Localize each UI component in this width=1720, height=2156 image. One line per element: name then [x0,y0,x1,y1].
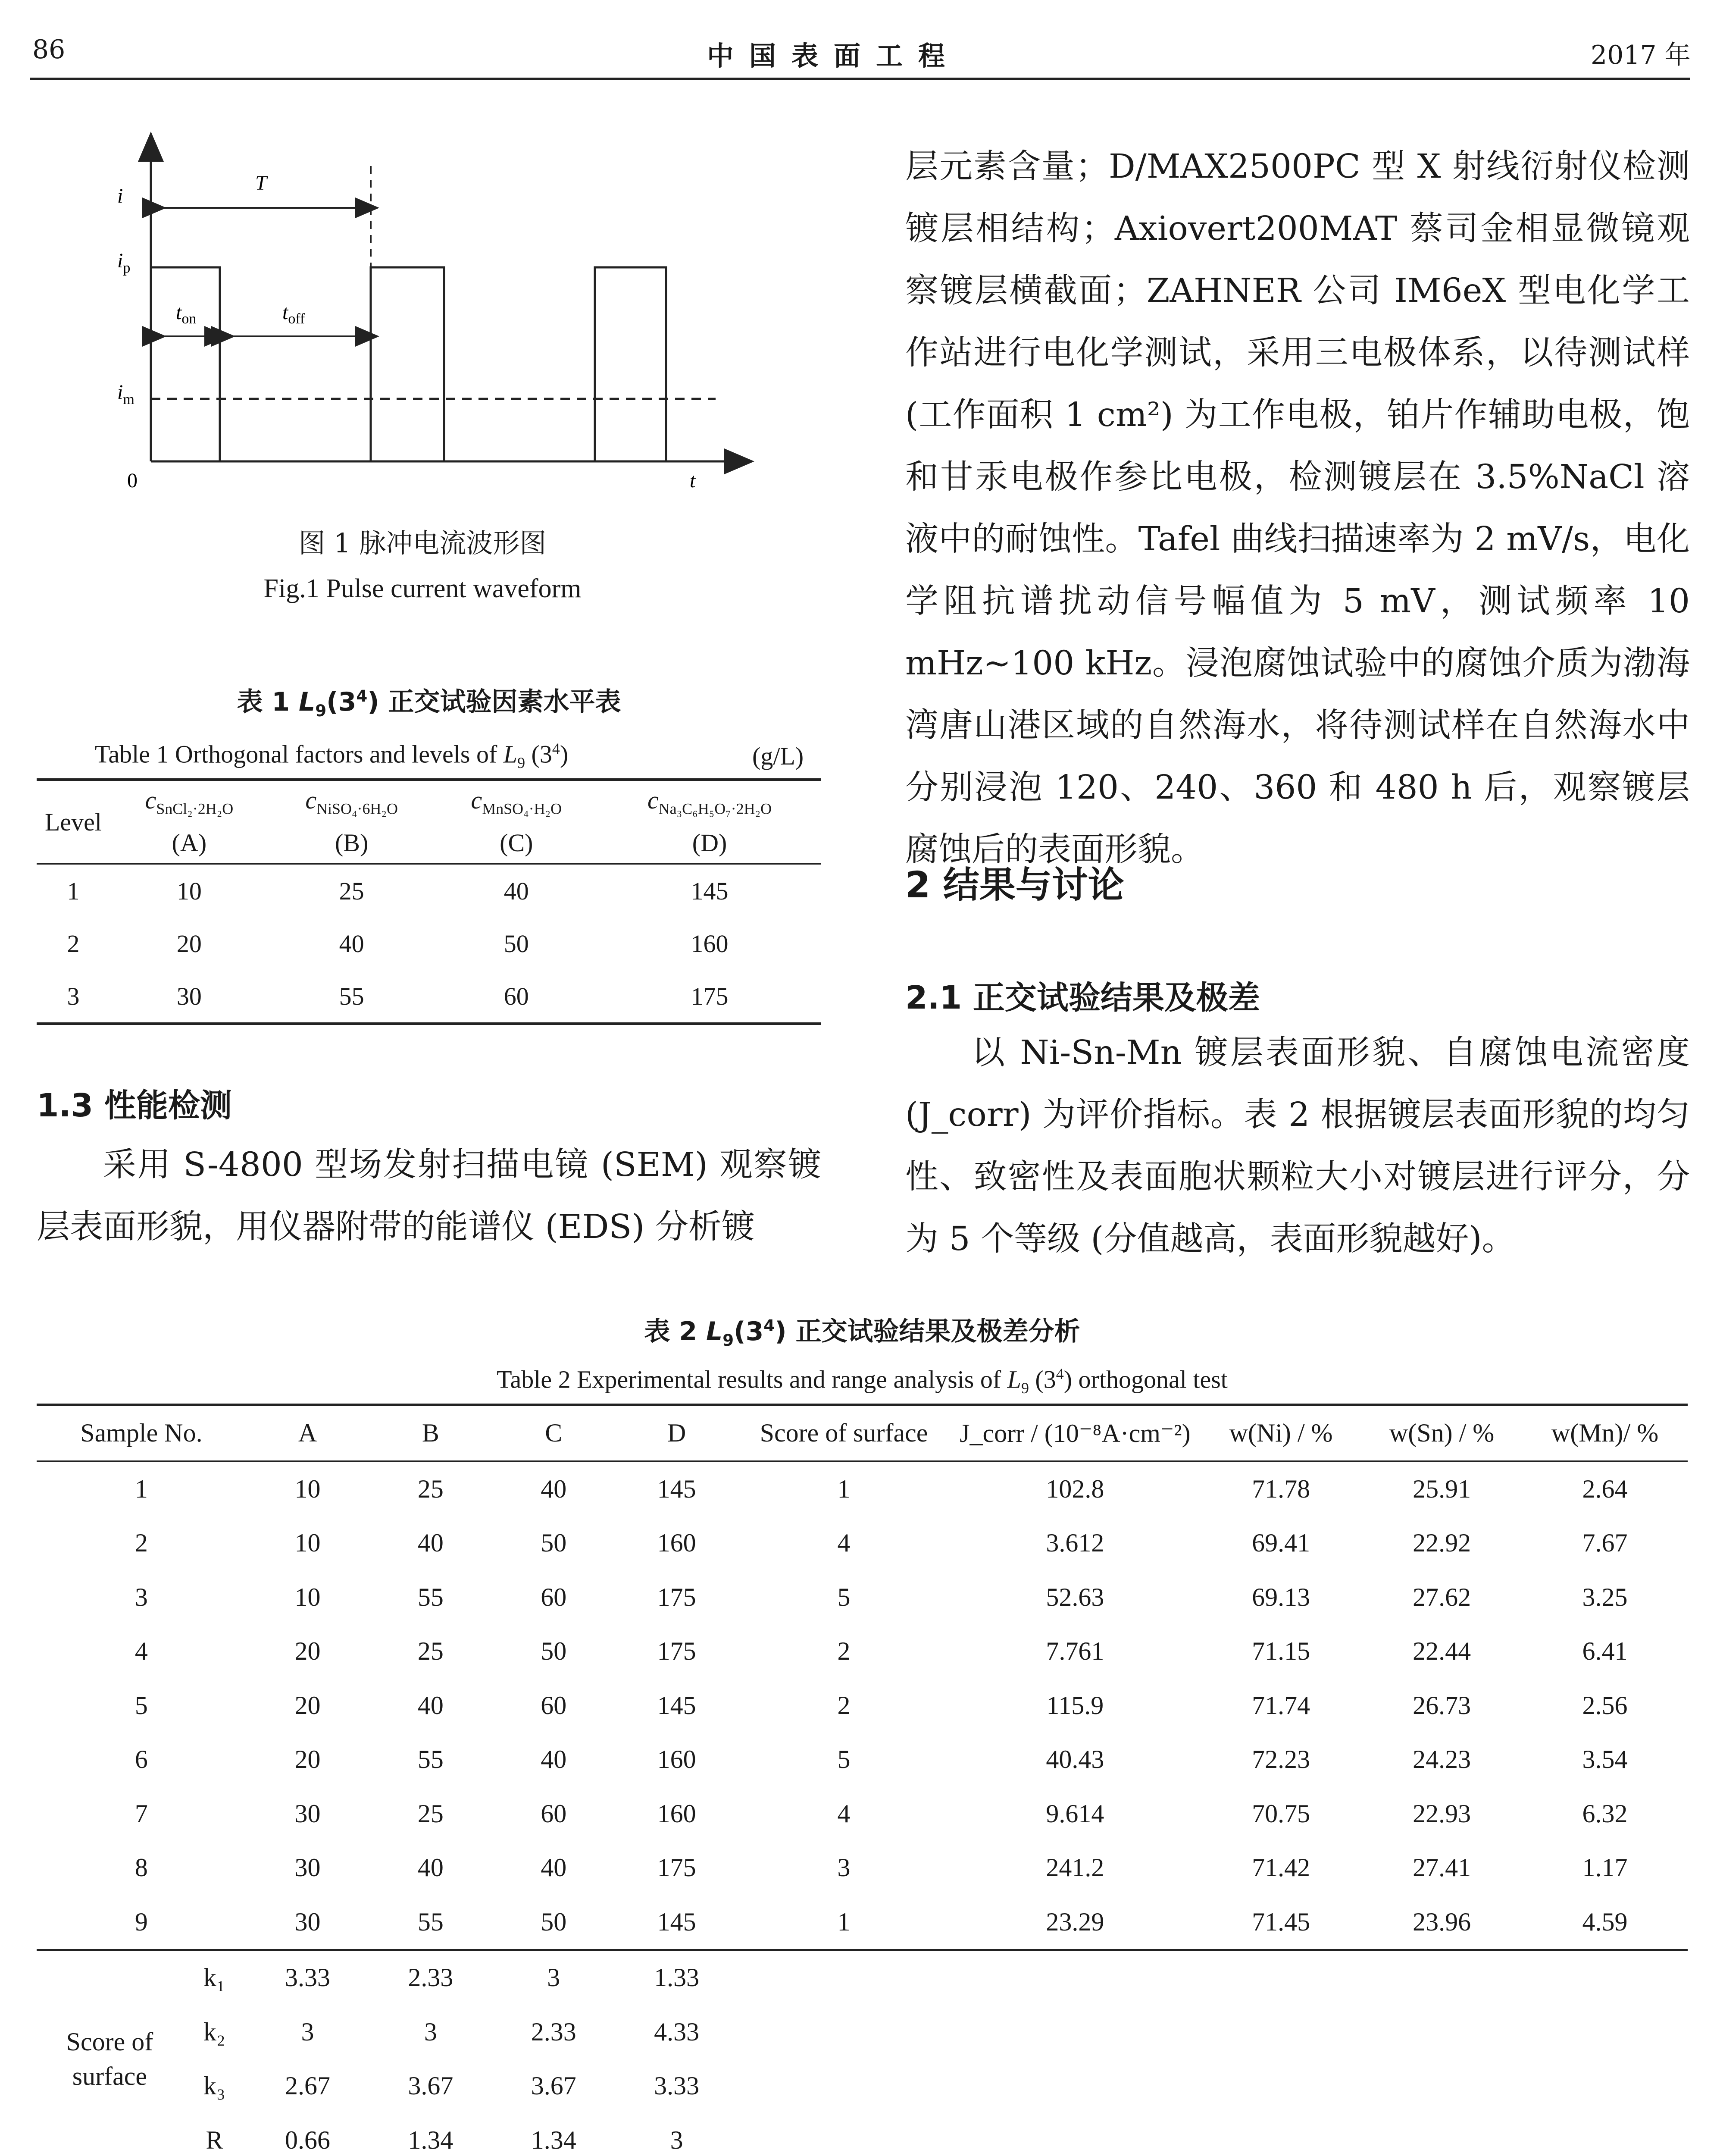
table1-row: 2 20 40 50 160 [67,929,729,958]
table2-cell: 7.761 [1046,1637,1104,1666]
table2-cell: 1.34 [531,2125,576,2154]
table2-cell: 23.96 [1413,1907,1471,1936]
table2-cell: 25 [417,1474,444,1503]
pulse-1 [151,267,220,461]
table2-cell: 10 [294,1583,321,1611]
pulse-waveform-figure [86,129,759,517]
table2-empty-cell [1522,1950,1688,2005]
table2-cell: 4 [837,1799,851,1828]
table2-cell: 145 [657,1474,696,1503]
table2-cell: 160 [657,1529,696,1557]
table2-cell: 22.92 [1413,1529,1471,1557]
table2-cell: 2.33 [408,1963,453,1992]
table2-cell: 30 [294,1907,321,1936]
table2-cell: 40 [417,1853,444,1882]
section-1-3-heading: 1.3 性能检测 [37,1087,232,1124]
table1-col-a: $c_{SnCl_2\cdot 2H_2O}$ [145,786,234,818]
table2-header-b: B [422,1419,439,1448]
table2-empty-cell [1201,1950,1361,2005]
label-i: i [117,185,123,207]
table2-cell: 25 [417,1799,444,1828]
table2-empty-cell [738,2113,949,2156]
table2-empty-cell [1201,2113,1361,2156]
label-im: $i_m$ [117,381,134,407]
table2-cell: 160 [657,1745,696,1774]
table2-cell: 71.45 [1252,1907,1310,1936]
table2-header-c: C [545,1419,563,1448]
table1-code-d: (D) [692,829,727,857]
journal-title: 中国表面工程 [707,40,961,72]
table2-cell: 241.2 [1046,1853,1104,1882]
table2-cell: 3 [301,2017,314,2046]
table2-cell: 30 [294,1799,321,1828]
table2-cell: 71.15 [1252,1637,1310,1666]
table2-cell: 2.67 [285,2071,331,2100]
table2-cell: k₃ [203,2071,225,2100]
table2-cell: 60 [541,1583,567,1611]
table2-cell: 10 [294,1529,321,1557]
table2-group-label: Score of surface [66,2028,153,2090]
table2-cell: 72.23 [1252,1745,1310,1774]
table2-cell: 69.13 [1252,1583,1310,1611]
table2-cell: 69.41 [1252,1529,1310,1557]
table2-empty-cell [950,1950,1201,2005]
table2-cell: R [206,2125,223,2154]
table2-row [37,1895,1688,1950]
table2-empty-cell [1361,2005,1522,2059]
table2-cell: 71.42 [1252,1853,1310,1882]
table2-cell: 40 [541,1474,567,1503]
table2-cell: 3.67 [531,2071,576,2100]
table2-cell: 60 [541,1799,567,1828]
label-ip: $i_p$ [117,249,131,276]
table2-cell: 25 [417,1637,444,1666]
table2-header-sample: Sample No. [80,1419,203,1448]
table2-empty-cell [1201,2059,1361,2113]
table2-row [37,1624,1688,1679]
table2-cell: 30 [294,1853,321,1882]
table2-cell: 2.33 [531,2017,576,2046]
label-origin: 0 [127,469,138,492]
table2-range-row [37,2005,1688,2059]
table2-row [37,1461,1688,1517]
table1 [37,778,821,1025]
table2-header-score: Score of surface [760,1419,928,1448]
table2-cell: 175 [657,1583,696,1611]
table2-cell: k₁ [203,1963,225,1992]
table1-unit: (g/L) [752,742,804,770]
table2 [37,1404,1688,2156]
table2-cell: 3.33 [285,1963,331,1992]
table2-cell: 1 [837,1907,851,1936]
table2-cell: 3 [424,2017,437,2046]
table2-cell: 3 [837,1853,851,1882]
table2-range-row [37,2059,1688,2113]
label-t: t [690,469,696,492]
year: 2017 年 [1591,40,1691,70]
table2-empty-cell [1522,2005,1688,2059]
table1-code-c: (C) [500,829,533,857]
label-T: T [255,172,267,194]
table2-empty-cell [1361,2059,1522,2113]
table2-empty-cell [1522,2113,1688,2156]
table2-cell: 40 [541,1745,567,1774]
table2-row [37,1516,1688,1570]
table2-empty-cell [738,1950,949,2005]
table2-cell: 2.56 [1582,1691,1628,1720]
table2-cell: k₂ [203,2017,225,2046]
table2-title-cn: 表 2 $L_9(3^4)$ 正交试验结果及极差分析 [644,1316,1080,1350]
table2-row [37,1733,1688,1787]
section-2-1-heading: 2.1 正交试验结果及极差 [905,979,1260,1016]
table2-cell: 7 [134,1799,148,1828]
figure1-caption-en: Fig.1 Pulse current waveform [263,574,582,603]
table2-cell: 8 [134,1853,148,1882]
table2-header-ni: w(Ni) / % [1229,1419,1333,1448]
table2-cell: 55 [417,1583,444,1611]
table2-cell: 1.34 [408,2125,453,2154]
table2-cell: 10 [294,1474,321,1503]
table2-empty-cell [738,2005,949,2059]
table2-cell: 50 [541,1529,567,1557]
page-number: 86 [32,34,66,65]
table2-cell: 3 [670,2125,683,2154]
table1-code-a: (A) [172,829,207,857]
section-1-3-text: 采用 S-4800 型场发射扫描电镜 (SEM) 观察镀层表面形貌，用仪器附带的能谱仪 (EDS) 分析镀 [37,1146,821,1246]
table2-cell: 22.44 [1413,1637,1471,1666]
table2-header-sn: w(Sn) / % [1389,1419,1495,1448]
table2-cell: 175 [657,1637,696,1666]
table2-empty-cell [950,2059,1201,2113]
right-para-2: 以 Ni-Sn-Mn 镀层表面形貌、自腐蚀电流密度 (J_corr) 为评价指标。表 2 根据镀层表面形貌的均匀性、致密性及表面胞状颗粒大小对镀层进行评分，分为 5 个等级 (分值越高，表面形貌越好)。 [905,1034,1690,1258]
table2-cell: 5 [837,1745,851,1774]
table2-cell: 4.59 [1582,1907,1628,1936]
table2-cell: 145 [657,1907,696,1936]
table1-row: 1 10 25 40 145 [67,877,729,905]
table1-title-cn: 表 1 $L_9(3^4)$ 正交试验因素水平表 [237,686,621,720]
table2-cell: 6.41 [1582,1637,1628,1666]
table2-cell: 2 [134,1529,148,1557]
table1-col-b: $c_{NiSO_4\cdot 6H_2O}$ [305,786,398,818]
table2-cell: 0.66 [285,2125,331,2154]
table2-empty-cell [1201,2005,1361,2059]
table2-cell: 2.64 [1582,1474,1628,1503]
table2-cell: 55 [417,1745,444,1774]
table1-col-c: $c_{MnSO_4\cdot H_2O}$ [471,786,562,818]
table2-header-jcorr: J_corr / (10⁻⁸A·cm⁻²) [960,1419,1191,1448]
table2-cell: 160 [657,1799,696,1828]
table2-cell: 52.63 [1046,1583,1104,1611]
table2-cell: 20 [294,1745,321,1774]
table2-cell: 40 [417,1529,444,1557]
table2-row [37,1570,1688,1625]
table2-cell: 3 [134,1583,148,1611]
table2-cell: 1.33 [654,1963,700,1992]
table2-cell: 22.93 [1413,1799,1471,1828]
figure1-caption-cn: 图 1 脉冲电流波形图 [298,527,547,559]
table2-cell: 6 [134,1745,148,1774]
right-para-1: 层元素含量；D/MAX2500PC 型 X 射线衍射仪检测镀层相结构；Axiovert200MAT 蔡司金相显微镜观察镀层横截面；ZAHNER 公司 IM6eX 型电化学工作站进行电化学测试，采用三电极体系，以待测试样 (工作面积 1 cm²) 为工作电极，铂片作辅助电极，饱和甘汞电极作参比电极，检测镀层在 3.5%NaCl 溶液中的耐蚀性。Tafel 曲线扫描速率为 2 mV/s，电化学阻抗谱扰动信号幅值为 5 mV，测试频率 10 mHz~100 kHz。浸泡腐蚀试验中的腐蚀介质为渤海湾唐山港区域的自然海水，将待测试样在自然海水中分别浸泡 120、240、360 和 480 h 后，观察镀层腐蚀后的表面形貌。 [905,147,1690,869]
table2-cell: 7.67 [1582,1529,1628,1557]
table2-cell: 4 [134,1637,148,1666]
table2-cell: 145 [657,1691,696,1720]
table2-cell: 2 [837,1691,851,1720]
table2-cell: 102.8 [1046,1474,1104,1503]
table2-cell: 1 [837,1474,851,1503]
table2-empty-cell [950,2113,1201,2156]
table2-cell: 24.23 [1413,1745,1471,1774]
table1-code-b: (B) [335,829,369,857]
table2-cell: 3.67 [408,2071,453,2100]
table2-empty-cell [738,2059,949,2113]
table2-cell: 55 [417,1907,444,1936]
pulse-3 [595,267,666,461]
table2-cell: 40 [541,1853,567,1882]
table2-cell: 71.74 [1252,1691,1310,1720]
table2-cell: 4 [837,1529,851,1557]
table2-cell: 70.75 [1252,1799,1310,1828]
section-2-heading: 2 结果与讨论 [905,864,1124,906]
table2-cell: 175 [657,1853,696,1882]
table2-row [37,1841,1688,1895]
table2-empty-cell [1522,2059,1688,2113]
table2-cell: 6.32 [1582,1799,1628,1828]
table2-row [37,1679,1688,1733]
table2-cell: 9.614 [1046,1799,1104,1828]
table2-cell: 3.612 [1046,1529,1104,1557]
table2-cell: 26.73 [1413,1691,1471,1720]
table2-cell: 3.33 [654,2071,700,2100]
table2-header-d: D [667,1419,686,1448]
table1-level-header: Level [44,808,102,836]
table2-header-a: A [298,1419,317,1448]
table2-empty-cell [1361,2113,1522,2156]
table2-cell: 40 [417,1691,444,1720]
table2-empty-cell [950,2005,1201,2059]
table2-cell: 1.17 [1582,1853,1628,1882]
table2-cell: 23.29 [1046,1907,1104,1936]
table2-cell: 20 [294,1691,321,1720]
table2-row [37,1787,1688,1841]
table2-cell: 4.33 [654,2017,700,2046]
label-ton: $t_{on}$ [176,301,197,327]
table2-cell: 2 [837,1637,851,1666]
table2-cell: 3 [547,1963,560,1992]
table2-cell: 27.62 [1413,1583,1471,1611]
table2-range-row [37,1950,1688,2005]
pulse-2 [371,267,444,461]
header-rule [30,78,1690,80]
table2-cell: 50 [541,1907,567,1936]
table2-cell: 1 [134,1474,148,1503]
table2-cell: 20 [294,1637,321,1666]
table2-cell: 40.43 [1046,1745,1104,1774]
table2-cell: 3.25 [1582,1583,1628,1611]
table2-cell: 25.91 [1413,1474,1471,1503]
table2-cell: 60 [541,1691,567,1720]
table2-range-row [37,2113,1688,2156]
table1-row: 3 30 55 60 175 [37,970,821,1024]
table2-cell: 71.78 [1252,1474,1310,1503]
table2-cell: 3.54 [1582,1745,1628,1774]
table1-title-en: Table 1 Orthogonal factors and levels of $L_9$ $(3^4)$ [95,740,569,771]
table2-cell: 27.41 [1413,1853,1471,1882]
table2-cell: 5 [134,1691,148,1720]
table2-cell: 115.9 [1046,1691,1104,1720]
table2-header-mn: w(Mn)/ % [1551,1419,1659,1448]
table2-title-en: Table 2 Experimental results and range analysis of $L_9$ $(3^4)$ orthogonal test [497,1365,1228,1397]
table2-cell: 9 [134,1907,148,1936]
label-toff: $t_{off}$ [282,301,305,327]
table2-cell: 5 [837,1583,851,1611]
table2-cell: 50 [541,1637,567,1666]
table2-empty-cell [1361,1950,1522,2005]
table1-col-d: $c_{Na_3C_6H_5O_7\cdot 2H_2O}$ [647,786,772,818]
